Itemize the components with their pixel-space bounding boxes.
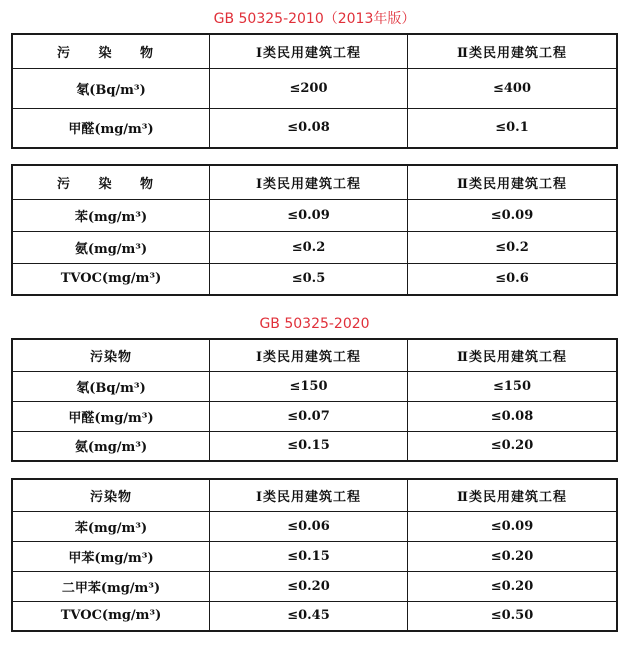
limit-class-2-cell: ≤0.09 [408,199,618,231]
pollutant-cell: TVOC(mg/m³) [12,601,210,631]
header-pollutant: 污 染 物 [12,165,210,199]
pollutant-cell: 氡(Bq/m³) [12,68,210,108]
limit-class-1-cell: ≤0.08 [210,108,408,148]
header-class-2: Ⅱ类民用建筑工程 [408,339,618,371]
table-row [12,263,617,295]
table-2010-benzene-ammonia-tvoc [11,164,618,296]
limit-class-2-cell: ≤150 [408,371,618,401]
limit-class-2-cell: ≤0.20 [408,571,618,601]
table-row [12,199,617,231]
limit-class-2-cell: ≤0.2 [408,231,618,263]
table-row [12,231,617,263]
table-row [12,571,617,601]
header-class-2: Ⅱ类民用建筑工程 [408,479,618,511]
table-2010-radon-formaldehyde [11,33,618,149]
limit-class-2-cell: ≤0.50 [408,601,618,631]
header-class-1: Ⅰ类民用建筑工程 [210,339,408,371]
caption-2020: GB 50325-2020 [259,316,370,332]
table-header-row [12,339,617,371]
limit-class-2-cell: ≤0.6 [408,263,618,295]
pollutant-cell: 甲醛(mg/m³) [12,108,210,148]
table-2020-benzene-toluene-xylene-tvoc [11,478,618,632]
header-class-2: Ⅱ类民用建筑工程 [408,34,618,68]
header-pollutant: 污染物 [12,479,210,511]
limit-class-2-cell: ≤400 [408,68,618,108]
pollutant-cell: 甲醛(mg/m³) [12,401,210,431]
header-pollutant: 污染物 [12,339,210,371]
table-2020-radon-formaldehyde-ammonia [11,338,618,462]
limit-class-2-cell: ≤0.20 [408,431,618,461]
header-class-1: Ⅰ类民用建筑工程 [210,165,408,199]
header-pollutant: 污 染 物 [12,34,210,68]
limit-class-1-cell: ≤0.2 [210,231,408,263]
limit-class-2-cell: ≤0.1 [408,108,618,148]
table-row [12,401,617,431]
table-row [12,68,617,108]
table-header-row [12,165,617,199]
limit-class-1-cell: ≤0.5 [210,263,408,295]
limit-class-2-cell: ≤0.20 [408,541,618,571]
limit-class-1-cell: ≤0.20 [210,571,408,601]
header-class-2: Ⅱ类民用建筑工程 [408,165,618,199]
pollutant-cell: 苯(mg/m³) [12,199,210,231]
limit-class-1-cell: ≤0.07 [210,401,408,431]
table-header-row [12,479,617,511]
limit-class-1-cell: ≤0.15 [210,431,408,461]
limit-class-1-cell: ≤0.06 [210,511,408,541]
table-row [12,541,617,571]
table-row [12,431,617,461]
limit-class-2-cell: ≤0.09 [408,511,618,541]
limit-class-1-cell: ≤0.15 [210,541,408,571]
limit-class-1-cell: ≤200 [210,68,408,108]
table-row [12,371,617,401]
limit-class-1-cell: ≤0.09 [210,199,408,231]
pollutant-cell: 甲苯(mg/m³) [12,541,210,571]
pollutant-cell: 二甲苯(mg/m³) [12,571,210,601]
limit-class-1-cell: ≤150 [210,371,408,401]
caption-2010: GB 50325-2010（2013年版） [213,11,416,27]
pollutant-cell: 氨(mg/m³) [12,231,210,263]
pollutant-cell: 氡(Bq/m³) [12,371,210,401]
pollutant-cell: TVOC(mg/m³) [12,263,210,295]
header-class-1: Ⅰ类民用建筑工程 [210,479,408,511]
table-row [12,108,617,148]
limit-class-2-cell: ≤0.08 [408,401,618,431]
limit-class-1-cell: ≤0.45 [210,601,408,631]
pollutant-cell: 苯(mg/m³) [12,511,210,541]
header-class-1: Ⅰ类民用建筑工程 [210,34,408,68]
table-row [12,511,617,541]
table-row [12,601,617,631]
table-header-row [12,34,617,68]
pollutant-cell: 氨(mg/m³) [12,431,210,461]
